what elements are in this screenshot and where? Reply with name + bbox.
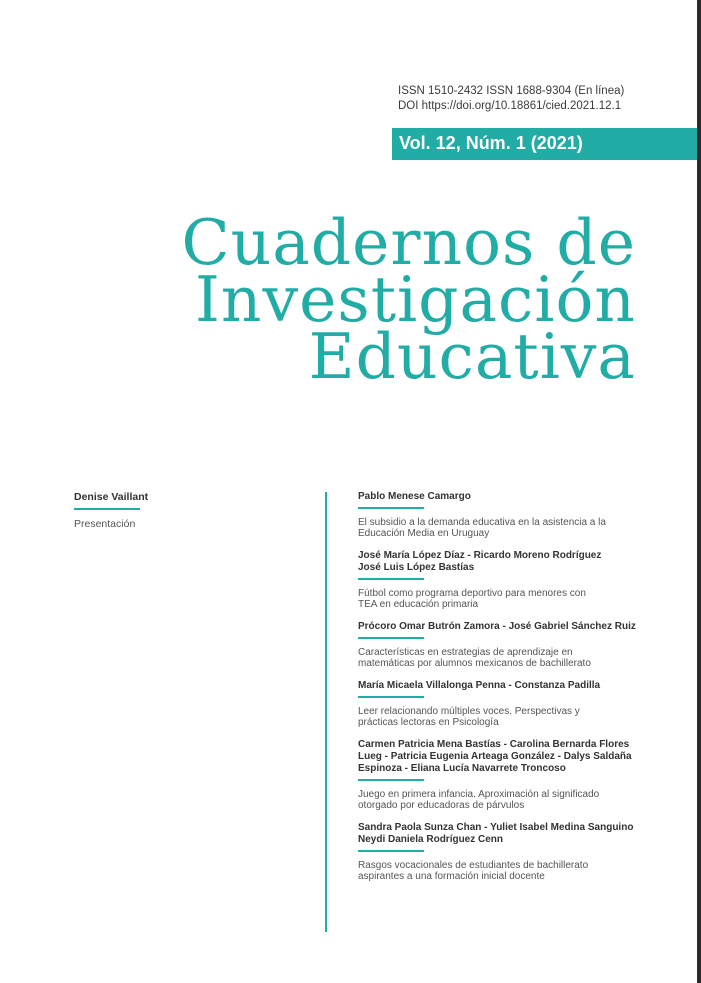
article-title: El subsidio a la demanda educativa en la asistencia a la Educación Media en Uruguay — [358, 517, 606, 539]
article-list — [358, 491, 643, 893]
presentation-section — [74, 491, 169, 530]
journal-title-line-1: Cuadernos de — [181, 206, 636, 279]
issn-block — [398, 84, 624, 114]
article-authors: Prócoro Omar Butrón Zamora - José Gabriel Sánchez Ruiz — [358, 621, 636, 632]
article-entry — [358, 491, 643, 539]
article-entry — [358, 550, 643, 610]
accent-rule — [358, 696, 424, 698]
article-entry — [358, 822, 643, 882]
presentation-title: Presentación — [74, 518, 136, 530]
article-authors: Carmen Patricia Mena Bastías - Carolina Bernarda Flores Lueg - Patricia Eugenia Arteaga González - Dalys Saldaña Espinoza - Eliana Lucía Navarrete Troncoso — [358, 739, 632, 774]
article-title: Características en estrategias de aprendizaje en matemáticas por alumnos mexicanos de bachillerato — [358, 647, 591, 669]
article-title: Leer relacionando múltiples voces. Perspectivas y prácticas lectoras en Psicología — [358, 706, 580, 728]
presentation-author: Denise Vaillant — [74, 491, 149, 503]
accent-rule — [358, 637, 424, 639]
page-edge — [697, 0, 701, 983]
issue-banner — [392, 128, 697, 160]
journal-title — [150, 206, 636, 393]
doi-line: DOI https://doi.org/10.18861/cied.2021.12.1 — [398, 100, 622, 112]
article-authors: Sandra Paola Sunza Chan - Yuliet Isabel Medina Sanguino Neydi Daniela Rodríguez Cenn — [358, 822, 634, 845]
accent-rule — [74, 508, 140, 510]
accent-rule — [358, 850, 424, 852]
article-authors: José María López Díaz - Ricardo Moreno Rodríguez José Luis López Bastías — [358, 550, 602, 573]
issue-label: Vol. 12, Núm. 1 (2021) — [399, 133, 583, 153]
article-entry — [358, 739, 643, 811]
article-title: Juego en primera infancia. Aproximación al significado otorgado por educadoras de párvulos — [358, 789, 600, 811]
journal-title-line-2: Investigación — [195, 263, 636, 336]
accent-rule — [358, 779, 424, 781]
column-divider — [325, 492, 327, 932]
article-title: Rasgos vocacionales de estudiantes de bachillerato aspirantes a una formación inicial docente — [358, 860, 589, 882]
journal-title-line-3: Educativa — [308, 320, 636, 393]
article-title: Fútbol como programa deportivo para menores con TEA en educación primaria — [358, 588, 586, 610]
accent-rule — [358, 578, 424, 580]
article-entry — [358, 621, 643, 669]
accent-rule — [358, 507, 424, 509]
article-authors: Pablo Menese Camargo — [358, 491, 471, 502]
issn-line: ISSN 1510-2432 ISSN 1688-9304 (En línea) — [398, 85, 625, 97]
article-authors: María Micaela Villalonga Penna - Constanza Padilla — [358, 680, 601, 691]
article-entry — [358, 680, 643, 728]
